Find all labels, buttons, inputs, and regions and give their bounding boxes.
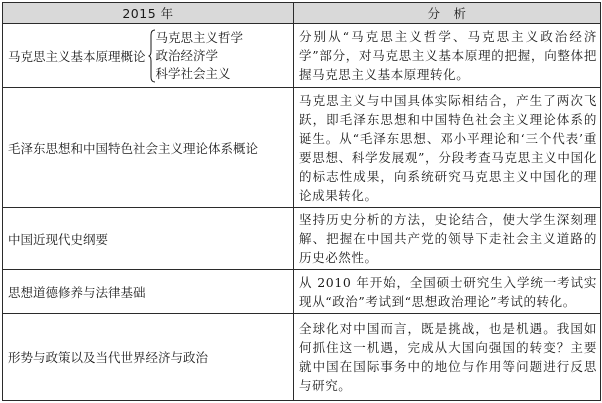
analysis-cell: 马克思主义与中国具体实际相结合，产生了两次飞跃，即毛泽东思想和中国特色社会主义理论体系的诞生。从“毛泽东思想、邓小平理论和‘三个代表’重要思想、科学发展观”，分段考查马克思主义中国化的标志性成果，向系统研究马克思主义中国化的理论成果转化。 (294, 88, 601, 208)
curly-brace-icon (148, 29, 156, 83)
subject-name: 马克思主义基本原理概论 (8, 48, 146, 64)
table-body (3, 24, 601, 401)
header-analysis: 分 析 (294, 3, 601, 24)
subject-cell: 形势与政策以及当代世界经济与政治 (3, 314, 294, 401)
subject-cell: 中国近现代史纲要 (3, 208, 294, 270)
analysis-cell: 全球化对中国而言，既是挑战，也是机遇。我国如何抓住这一机遇，完成从大国向强国的转变？主要就中国在国际事务中的地位与作用等问题进行反思与研究。 (294, 314, 601, 401)
table-row (3, 208, 601, 270)
table-row (3, 24, 601, 88)
header-year: 2015 年 (3, 3, 294, 24)
analysis-cell: 坚持历史分析的方法，史论结合，使大学生深刻理解、把握在中国共产党的领导下走社会主义道路的历史必然性。 (294, 208, 601, 270)
sub-item: 马克思主义哲学 (155, 29, 244, 45)
sub-item: 政治经济学 (155, 47, 219, 63)
sub-item: 科学社会主义 (155, 65, 231, 81)
table-row (3, 314, 601, 401)
header-row (3, 3, 601, 24)
table-row (3, 270, 601, 314)
analysis-cell: 分别从“马克思主义哲学、马克思主义政治经济学”部分，对马克思主义基本原理的把握，向整体把握马克思主义基本原理转化。 (294, 24, 601, 88)
analysis-cell: 从 2010 年开始，全国硕士研究生入学统一考试实现从“政治”考试到“思想政治理论”考试的转化。 (294, 270, 601, 314)
subject-cell: 思想道德修养与法律基础 (3, 270, 294, 314)
subject-cell: 毛泽东思想和中国特色社会主义理论体系概论 (3, 88, 294, 208)
subject-cell (3, 24, 294, 88)
table-header (3, 3, 601, 24)
subject-with-subitems (8, 29, 293, 83)
table-row (3, 88, 601, 208)
comparison-table (2, 2, 601, 401)
brace-group (148, 29, 244, 83)
sub-item-list (156, 29, 244, 83)
